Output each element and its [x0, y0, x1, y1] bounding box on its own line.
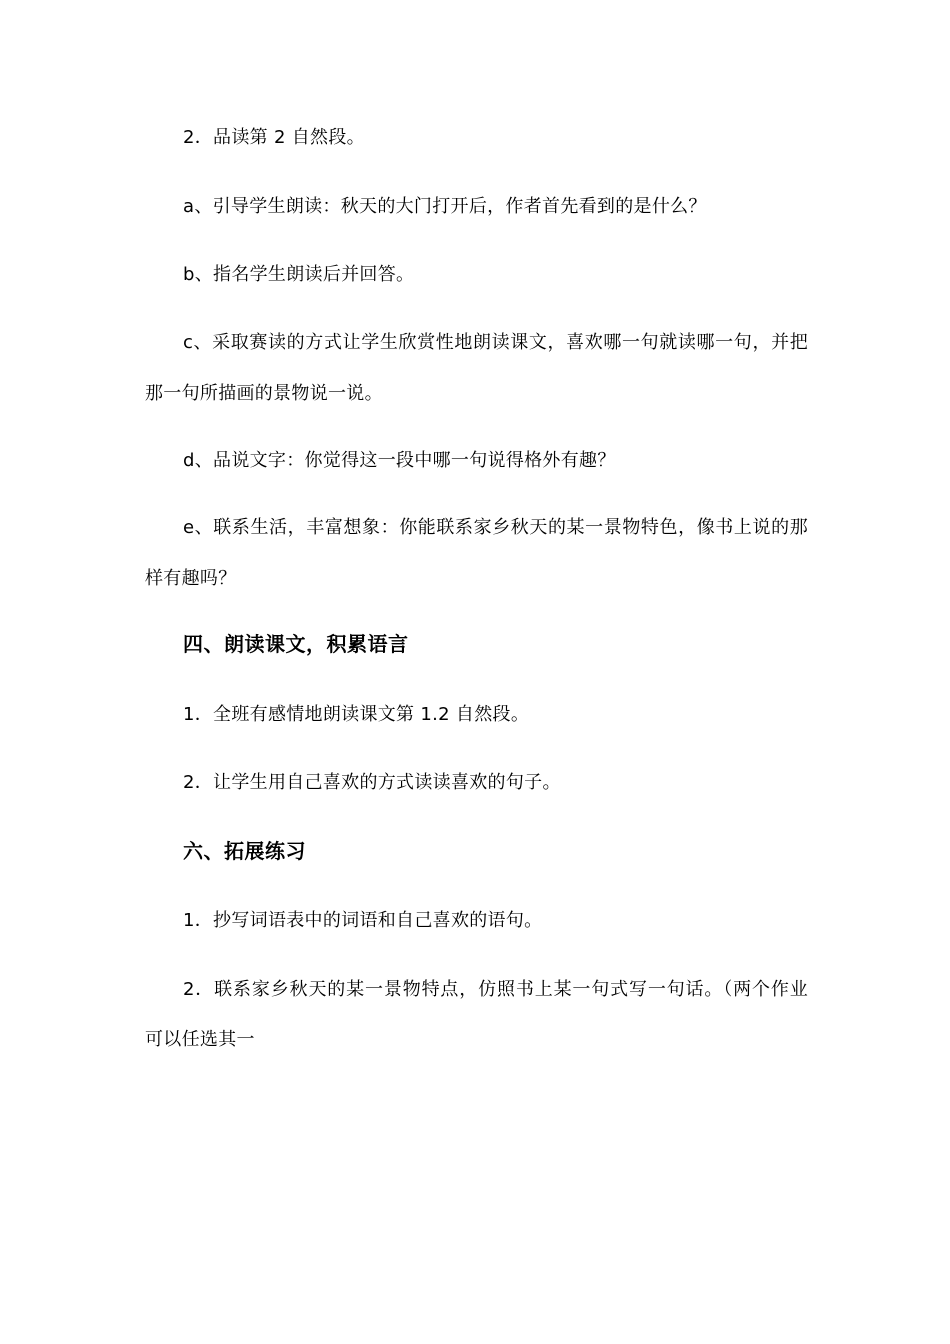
paragraph-step-1: 1．全班有感情地朗读课文第 1.2 自然段。 — [183, 704, 530, 725]
paragraph-step-2b: 2．让学生用自己喜欢的方式读读喜欢的句子。 — [183, 772, 561, 793]
paragraph-item-e-line1: e、联系生活，丰富想象：你能联系家乡秋天的某一景物特色，像书上说的那 — [183, 517, 808, 538]
paragraph-item-e-line2: 样有趣吗？ — [145, 568, 237, 589]
paragraph-exercise-2-line1: 2．联系家乡秋天的某一景物特点，仿照书上某一句式写一句话。（两个作业 — [183, 979, 808, 1000]
paragraph-item-d: d、品说文字：你觉得这一段中哪一句说得格外有趣？ — [183, 450, 616, 471]
section-heading-6: 六、拓展练习 — [183, 839, 306, 863]
paragraph-item-a: a、引导学生朗读：秋天的大门打开后，作者首先看到的是什么？ — [183, 196, 707, 217]
paragraph-step-2: 2．品读第 2 自然段。 — [183, 127, 365, 148]
paragraph-item-c-line2: 那一句所描画的景物说一说。 — [145, 383, 383, 404]
section-heading-4: 四、朗读课文，积累语言 — [183, 632, 409, 656]
paragraph-exercise-2-line2: 可以任选其一 — [145, 1029, 255, 1050]
paragraph-item-b: b、指名学生朗读后并回答。 — [183, 264, 415, 285]
paragraph-exercise-1: 1．抄写词语表中的词语和自己喜欢的语句。 — [183, 910, 543, 931]
paragraph-item-c-line1: c、采取赛读的方式让学生欣赏性地朗读课文，喜欢哪一句就读哪一句，并把 — [183, 332, 808, 353]
